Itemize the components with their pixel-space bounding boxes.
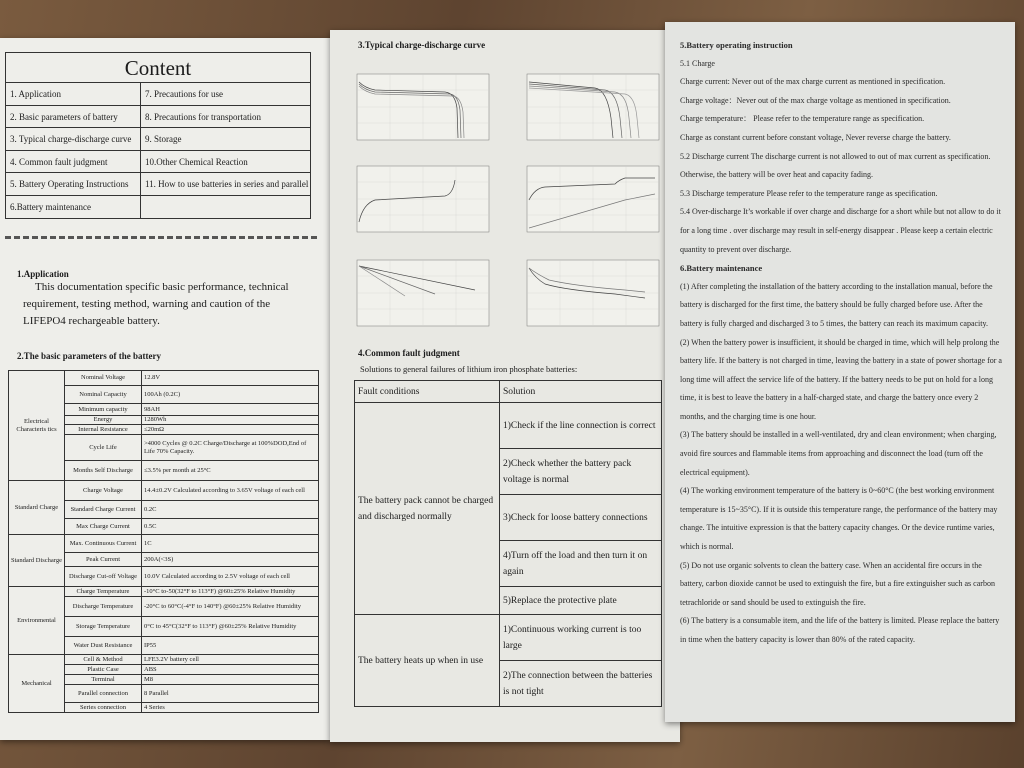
- solution-item: 4)Turn off the load and then turn it on again: [500, 541, 662, 587]
- content-item: 8. Precautions for transportation: [141, 106, 310, 129]
- maintenance-item: (2) When the battery power is insufficient, it should be charged in time, which will help prolong the battery life. If the battery is not charged in time, leaving the battery in a state of power shortage for a long time will affect the service life of the battery. If the battery needs to be put on hold for a long time, it is best to leave the battery in a half-charged state, and charge the battery once every 2 months, and the charging time is one hour.: [680, 337, 1002, 421]
- content-item: 2. Basic parameters of battery: [6, 106, 141, 129]
- param-value: 4 Series: [142, 703, 319, 713]
- param-key: Cycle Life: [65, 435, 142, 461]
- param-key: Terminal: [65, 675, 142, 685]
- param-value: IP55: [142, 637, 319, 655]
- fault-intro: Solutions to general failures of lithium iron phosphate batteries:: [360, 364, 578, 374]
- solution-item: 1)Continuous working current is too large: [500, 615, 662, 661]
- solution-item: 5)Replace the protective plate: [500, 587, 662, 615]
- param-value: 100Ah (0.2C): [142, 386, 319, 404]
- content-item: 3. Typical charge-discharge curve: [6, 128, 141, 151]
- cycle-life-chart: [345, 254, 495, 336]
- content-item: 4. Common fault judgment: [6, 151, 141, 174]
- middle-page: [330, 30, 680, 742]
- param-value: ≤3.5% per month at 25°C: [142, 461, 319, 481]
- left-page: [0, 38, 330, 740]
- param-key: Charge Temperature: [65, 587, 142, 597]
- param-value: 1280Wh: [142, 416, 319, 425]
- dashed-divider: [5, 236, 317, 239]
- content-item: 9. Storage: [141, 128, 310, 151]
- param-value: LFE3.2V battery cell: [142, 655, 319, 665]
- param-value: 8 Parallel: [142, 685, 319, 703]
- param-value: >4000 Cycles @ 0.2C Charge/Discharge at 100%DOD,End of Life 70% Capacity.: [142, 435, 319, 461]
- curves-heading: 3.Typical charge-discharge curve: [358, 40, 486, 50]
- charge-heading: 5.1 Charge: [680, 58, 715, 68]
- param-key: Internal Resistance: [65, 425, 142, 435]
- solution-item: 3)Check for loose battery connections: [500, 495, 662, 541]
- chart-row-1: [345, 68, 665, 150]
- params-table: [8, 370, 319, 713]
- content-item: 11. How to use batteries in series and parallel: [141, 173, 310, 196]
- param-key: Nominal Capacity: [65, 386, 142, 404]
- content-item: 1. Application: [6, 83, 141, 106]
- col-fault-conditions: Fault conditions: [355, 381, 500, 403]
- charge-characteristic-chart: [515, 160, 665, 242]
- param-value: 200A(<3S): [142, 553, 319, 567]
- param-value: 1C: [142, 535, 319, 553]
- content-item: 7. Precautions for use: [141, 83, 310, 106]
- col-solution: Solution: [500, 381, 662, 403]
- param-key: Standard Charge Current: [65, 501, 142, 519]
- maintenance-item: (3) The battery should be installed in a well-ventilated, dry and clean environment; when charging, avoid fire sources and flammable items from approaching and disconnect the load (turn off the electrical equipment).: [680, 430, 997, 477]
- content-table: [5, 52, 311, 219]
- group-environmental: Environmental: [9, 587, 65, 655]
- param-key: Storage Temperature: [65, 617, 142, 637]
- param-value: M8: [142, 675, 319, 685]
- fault-condition-2: The battery heats up when in use: [355, 615, 500, 707]
- param-value: 98AH: [142, 404, 319, 416]
- param-key: Parallel connection: [65, 685, 142, 703]
- charge-cv-text: Charge as constant current before constant voltage, Never reverse charge the battery.: [680, 132, 951, 142]
- content-item: [141, 196, 310, 219]
- application-heading: 1.Application: [17, 269, 69, 279]
- over-discharge-text: 5.4 Over-discharge It’s workable if over charge and discharge for a short while but not allow to do it for a long time . over discharge may result in self-energy disappear . Please keep a certain electric quantity to prevent over discharge.: [680, 207, 1001, 254]
- discharge-temperature-text: 5.3 Discharge temperature Please refer to the temperature range as specification.: [680, 188, 938, 198]
- rate-discharge-chart: [515, 68, 665, 150]
- operating-heading: 5.Battery operating instruction: [680, 40, 793, 50]
- param-key: Energy: [65, 416, 142, 425]
- param-value: ABS: [142, 665, 319, 675]
- param-value: 14.4±0.2V Calculated according to 3.65V voltage of each cell: [142, 481, 319, 501]
- chart-row-3: [345, 254, 665, 336]
- maintenance-item: (6) The battery is a consumable item, and the life of the battery is limited. Please replace the battery in time when the battery capacity is lower than 80% of the rated capacity.: [680, 616, 1000, 644]
- temperature-capacity-chart: [515, 254, 665, 336]
- param-value: 10.0V Calculated according to 2.5V voltage of each cell: [142, 567, 319, 587]
- discharge-current-text: 5.2 Discharge current The discharge current is not allowed to out of max current as specification. Otherwise, the battery will be over heat and capacity fading.: [680, 151, 991, 180]
- group-electrical: Electrical Characteris tics: [9, 371, 65, 481]
- param-key: Discharge Temperature: [65, 597, 142, 617]
- content-title: Content: [6, 53, 310, 83]
- fault-condition-1: The battery pack cannot be charged and discharged normally: [355, 403, 500, 615]
- param-key: Minimum capacity: [65, 404, 142, 416]
- right-page: [665, 22, 1015, 722]
- param-key: Cell & Method: [65, 655, 142, 665]
- chart-row-2: [345, 160, 665, 242]
- param-key: Nominal Voltage: [65, 371, 142, 386]
- params-heading: 2.The basic parameters of the battery: [17, 351, 161, 361]
- solution-item: 2)The connection between the batteries is not tight: [500, 661, 662, 707]
- param-value: 0.2C: [142, 501, 319, 519]
- param-value: ≤20mΩ: [142, 425, 319, 435]
- param-key: Discharge Cut-off Voltage: [65, 567, 142, 587]
- param-value: 12.8V: [142, 371, 319, 386]
- fault-heading: 4.Common fault judgment: [358, 348, 460, 358]
- param-key: Charge Voltage: [65, 481, 142, 501]
- maintenance-item: (4) The working environment temperature of the battery is 0~60°C (the best working environment temperature is 15~35°C). If it is outside this temperature range, the performance of the battery may change. The intuitive expression is that the battery capacity changes. Or the device runtime varies, which is normal.: [680, 486, 998, 552]
- content-item: 5. Battery Operating Instructions: [6, 173, 141, 196]
- group-discharge: Standard Discharge: [9, 535, 65, 587]
- fault-table: [354, 380, 662, 707]
- param-key: Months Self Discharge: [65, 461, 142, 481]
- charge-voltage-text: Charge voltage：Never out of the max charge voltage as mentioned in specification.: [680, 95, 951, 105]
- group-charge: Standard Charge: [9, 481, 65, 535]
- param-value: 0°C to 45°C(32°F to 113°F) @60±25% Relative Humidity: [142, 617, 319, 637]
- charge-temperature-text: Charge temperature： Please refer to the temperature range as specification.: [680, 114, 925, 124]
- param-key: Peak Current: [65, 553, 142, 567]
- charge-voltage-chart: [345, 160, 495, 242]
- content-grid: [6, 83, 310, 218]
- param-value: -20°C to 60°C(-4°F to 140°F) @60±25% Relative Humidity: [142, 597, 319, 617]
- param-key: Max Charge Current: [65, 519, 142, 535]
- charge-current-text: Charge current: Never out of the max charge current as mentioned in specification.: [680, 77, 946, 87]
- application-text: This documentation specific basic performance, technical requirement, testing method, warning and caution of the LIFEPO4 rechargeable battery.: [23, 281, 289, 327]
- param-value: -10°C to-50(32°F to 113°F) @60±25% Relative Humidity: [142, 587, 319, 597]
- maintenance-item: (1) After completing the installation of the battery according to the installation manual, before the battery is discharged for the first time, the battery should be fully charged before use. After the battery is fully charged and discharged 3 to 5 times, the battery can reach its maximum capacity.: [680, 281, 993, 328]
- maintenance-item: (5) Do not use organic solvents to clean the battery case. When an accidental fire occurs in the battery, carbon dioxide cannot be used to extinguish the fire, but a fire extinguisher such as carbon tetrachloride or sand should be used to extinguish the fire.: [680, 560, 995, 607]
- content-item: 6.Battery maintenance: [6, 196, 141, 219]
- param-key: Water Dust Resistance: [65, 637, 142, 655]
- content-item: 10.Other Chemical Reaction: [141, 151, 310, 174]
- param-key: Series connection: [65, 703, 142, 713]
- group-mechanical: Mechanical: [9, 655, 65, 713]
- param-value: 0.5C: [142, 519, 319, 535]
- param-key: Max. Continuous Current: [65, 535, 142, 553]
- solution-item: 1)Check if the line connection is correct: [500, 403, 662, 449]
- maintenance-heading: 6.Battery maintenance: [680, 263, 763, 274]
- solution-item: 2)Check whether the battery pack voltage is normal: [500, 449, 662, 495]
- operating-instructions: [680, 36, 1005, 650]
- param-key: Plastic Case: [65, 665, 142, 675]
- discharge-curve-chart: [345, 68, 495, 150]
